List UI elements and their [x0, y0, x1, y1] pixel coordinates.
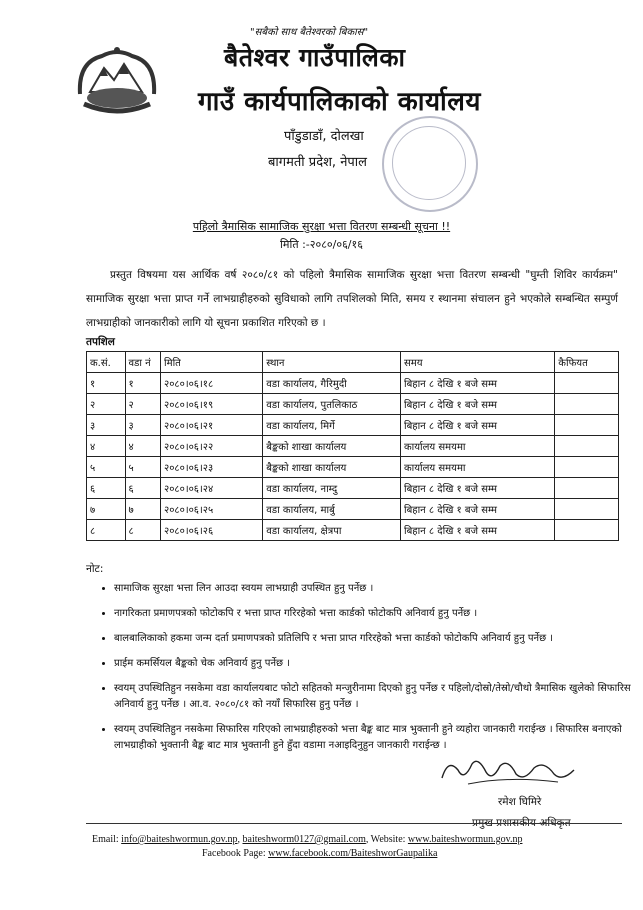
table-row: [87, 520, 619, 541]
cell-location: बैङ्कको शाखा कार्यालय: [263, 436, 401, 457]
notice-body: प्रस्तुत विषयमा यस आर्थिक वर्ष २०८०/८१ को पहिलो त्रैमासिक सामाजिक सुरक्षा भत्ता वितरण सम्बन्धी "घुम्ती शिविर कार्यक्रम" सामाजिक सुरक्षा भत्ता प्राप्त गर्ने लाभग्राहीहरुको सुविधाको लागि तपशिलको मिति, समय र स्थानमा संचालन हुने भएकोले सम्बन्धित सम्पुर्ण लाभग्राहीको जानकारीको लागि यो सूचना प्रकाशित गरिएको छ ।: [86, 269, 618, 329]
cell-remarks: [555, 520, 619, 541]
cell-ward: ४: [125, 436, 161, 457]
cell-date: २०८०।०६।२४: [161, 478, 263, 499]
cell-serial: ८: [87, 520, 126, 541]
cell-time: कार्यालय समयमा: [400, 436, 554, 457]
notice-date: मिति :-२०८०/०६/१६: [280, 238, 363, 251]
notice-title: [0, 219, 643, 234]
cell-remarks: [555, 478, 619, 499]
email-link-2[interactable]: baiteshworm0127@gmail.com: [242, 834, 366, 845]
header-ward: वडा नं: [125, 352, 161, 373]
facebook-label: Facebook Page:: [202, 848, 269, 859]
org-name-line2: गाउँ कार्यपालिकाको कार्यालय: [198, 87, 481, 117]
cell-date: २०८०।०६।१९: [161, 394, 263, 415]
cell-remarks: [555, 436, 619, 457]
table-row: [87, 457, 619, 478]
website-link[interactable]: www.baiteshwormun.gov.np: [407, 834, 523, 845]
cell-ward: १: [125, 373, 161, 394]
footer-facebook-line: [202, 848, 437, 859]
cell-date: २०८०।०६।१८: [161, 373, 263, 394]
cell-time: बिहान ८ देखि १ बजे सम्म: [400, 520, 554, 541]
motto: "सबैको साथ बैतेश्वरको बिकास": [250, 27, 369, 38]
cell-date: २०८०।०६।२३: [161, 457, 263, 478]
notice-title-text: पहिलो त्रैमासिक सामाजिक सुरक्षा भत्ता वितरण सम्बन्धी सूचना !!: [192, 220, 451, 233]
address-line1: पाँडुडाडाँ, दोलखा: [284, 129, 364, 144]
cell-location: बैङ्कको शाखा कार्यालय: [263, 457, 401, 478]
table-row: [87, 373, 619, 394]
cell-remarks: [555, 499, 619, 520]
cell-location: वडा कार्यालय, मार्बु: [263, 499, 401, 520]
table-row: [87, 499, 619, 520]
list-item: • स्वयम् उपस्थितिहुन नसकेमा सिफारिस गरिएको लाभग्राहीहरुको भत्ता बैङ्क बाट मात्र भुक्तानी हुने व्यहोरा जानकारी गराईन्छ । सिफारिस बनाएको लाभग्राहीको भुक्तानी बैङ्क बाट मात्र भुक्तानी हुने हुँदा वडामा नआइदिनुहुन जानकारी गराईन्छ ।: [114, 722, 643, 754]
cell-remarks: [555, 373, 619, 394]
header-date: मिति: [161, 352, 263, 373]
table-row: [87, 436, 619, 457]
list-item: • सामाजिक सुरक्षा भत्ता लिन आउदा स्वयम लाभग्राही उपस्थित हुनु पर्नेछ ।: [114, 581, 643, 597]
table-row: [87, 394, 619, 415]
signature-scribble: [438, 752, 578, 790]
signatory-title: प्रमुख प्रशासकीय अधिकृत: [472, 817, 571, 829]
cell-serial: ३: [87, 415, 126, 436]
footer-divider: [86, 823, 622, 824]
cell-time: बिहान ८ देखि १ बजे सम्म: [400, 373, 554, 394]
cell-location: वडा कार्यालय, मिर्गे: [263, 415, 401, 436]
cell-date: २०८०।०६।२१: [161, 415, 263, 436]
cell-ward: ६: [125, 478, 161, 499]
header-remarks: कैफियत: [555, 352, 619, 373]
table-row: [87, 415, 619, 436]
notes-list: [92, 572, 643, 754]
cell-location: वडा कार्यालय, नाम्दु: [263, 478, 401, 499]
cell-remarks: [555, 415, 619, 436]
list-item: • बालबालिकाको हकमा जन्म दर्ता प्रमाणपत्रको प्रतिलिपि र भत्ता प्राप्त गरिरहेको भत्ता कार्डको फोटोकपि अनिवार्य हुनु पर्नेछ ।: [114, 631, 643, 647]
notes-label: नोट:: [86, 563, 104, 575]
cell-time: बिहान ८ देखि १ बजे सम्म: [400, 478, 554, 499]
cell-time: बिहान ८ देखि १ बजे सम्म: [400, 394, 554, 415]
cell-date: २०८०।०६।२५: [161, 499, 263, 520]
list-item: • प्राईम कमर्सियल बैङ्कको चेक अनिवार्य हुनु पर्नेछ ।: [114, 656, 643, 672]
cell-time: कार्यालय समयमा: [400, 457, 554, 478]
signatory-name: रमेश घिमिरे: [498, 796, 542, 808]
email-label: Email:: [92, 834, 122, 845]
cell-ward: ५: [125, 457, 161, 478]
cell-serial: ७: [87, 499, 126, 520]
list-item: • स्वयम् उपस्थितिहुन नसकेमा वडा कार्यालयबाट फोटो सहितको मन्जुरीनामा दिएको हुनु पर्नेछ र पहिलो/दोस्रो/तेस्रो/चौथो त्रैमासिक खुलेको सिफारिस अनिवार्य हुनु पर्नेछ । आ.व. २०८०/८१ को नयाँ सिफारिस हुनु पर्नेछ ।: [114, 681, 643, 713]
cell-date: २०८०।०६।२२: [161, 436, 263, 457]
facebook-link[interactable]: www.facebook.com/BaiteshworGaupalika: [268, 848, 438, 859]
footer-contact-line: [92, 834, 522, 845]
list-item: • नागरिकता प्रमाणपत्रको फोटोकपि र भत्ता प्राप्त गरिरहेको भत्ता कार्डको फोटोकपि अनिवार्य हुनु पर्नेछ ।: [114, 606, 643, 622]
cell-location: वडा कार्यालय, क्षेत्रपा: [263, 520, 401, 541]
cell-serial: ६: [87, 478, 126, 499]
table-header-row: [87, 352, 619, 373]
cell-serial: २: [87, 394, 126, 415]
cell-date: २०८०।०६।२६: [161, 520, 263, 541]
table-row: [87, 478, 619, 499]
cell-time: बिहान ८ देखि १ बजे सम्म: [400, 499, 554, 520]
address-line2: बागमती प्रदेश, नेपाल: [268, 155, 367, 170]
cell-ward: ८: [125, 520, 161, 541]
header-location: स्थान: [263, 352, 401, 373]
cell-ward: ३: [125, 415, 161, 436]
cell-ward: २: [125, 394, 161, 415]
header-time: समय: [400, 352, 554, 373]
table-label: तपशिल: [86, 336, 115, 348]
header-serial: क.सं.: [87, 352, 126, 373]
cell-location: वडा कार्यालय, गैरिमुदी: [263, 373, 401, 394]
nepal-emblem-icon: [72, 42, 162, 122]
cell-remarks: [555, 394, 619, 415]
cell-ward: ७: [125, 499, 161, 520]
cell-serial: ५: [87, 457, 126, 478]
office-stamp-icon: [382, 116, 478, 212]
schedule-table: [86, 351, 619, 541]
cell-time: बिहान ८ देखि १ बजे सम्म: [400, 415, 554, 436]
cell-remarks: [555, 457, 619, 478]
cell-location: वडा कार्यालय, पुतलिकाठ: [263, 394, 401, 415]
cell-serial: १: [87, 373, 126, 394]
website-label: , Website:: [365, 834, 408, 845]
cell-serial: ४: [87, 436, 126, 457]
org-name-line1: बैतेश्वर गाउँपालिका: [224, 43, 406, 72]
email-separator: ,: [237, 834, 243, 845]
email-link-1[interactable]: info@baiteshwormun.gov.np: [121, 834, 238, 845]
